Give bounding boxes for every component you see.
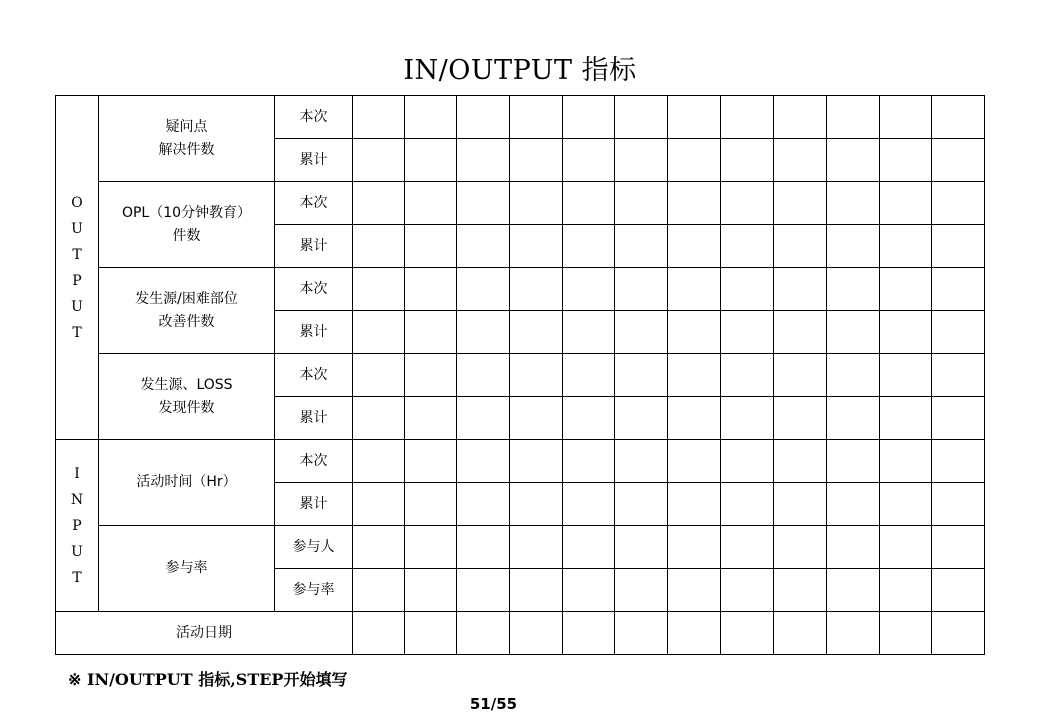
page-number: 51/55 xyxy=(469,695,518,713)
table-row xyxy=(56,440,985,483)
date-cell[interactable] xyxy=(457,612,510,655)
value-cell[interactable] xyxy=(563,440,615,483)
value-cell[interactable] xyxy=(932,311,985,354)
value-cell[interactable] xyxy=(721,139,774,182)
value-cell[interactable] xyxy=(827,526,880,569)
date-cell[interactable] xyxy=(774,612,827,655)
date-cell[interactable] xyxy=(405,612,457,655)
value-cell[interactable] xyxy=(510,526,563,569)
value-cell[interactable] xyxy=(405,526,457,569)
value-cell[interactable] xyxy=(827,354,880,397)
value-cell[interactable] xyxy=(563,569,615,612)
metric-name: 参与率 xyxy=(99,526,275,612)
value-cell[interactable] xyxy=(457,182,510,225)
value-cell[interactable] xyxy=(932,569,985,612)
value-cell[interactable] xyxy=(615,440,668,483)
value-cell[interactable] xyxy=(615,96,668,139)
value-cell[interactable] xyxy=(827,483,880,526)
value-cell[interactable] xyxy=(405,440,457,483)
value-cell[interactable] xyxy=(827,182,880,225)
value-cell[interactable] xyxy=(405,268,457,311)
value-cell[interactable] xyxy=(721,96,774,139)
value-cell[interactable] xyxy=(668,139,721,182)
value-cell[interactable] xyxy=(353,526,405,569)
value-cell[interactable] xyxy=(563,182,615,225)
metric-name: 发生源、LOSS 发现件数 xyxy=(99,354,275,440)
value-cell[interactable] xyxy=(932,526,985,569)
value-cell[interactable] xyxy=(932,225,985,268)
value-cell[interactable] xyxy=(774,96,827,139)
sub-label: 累计 xyxy=(275,397,353,440)
value-cell[interactable] xyxy=(510,569,563,612)
value-cell[interactable] xyxy=(615,225,668,268)
value-cell[interactable] xyxy=(457,225,510,268)
table-row xyxy=(56,182,985,225)
date-cell[interactable] xyxy=(721,612,774,655)
value-cell[interactable] xyxy=(353,225,405,268)
value-cell[interactable] xyxy=(721,569,774,612)
date-cell[interactable] xyxy=(563,612,615,655)
value-cell[interactable] xyxy=(405,569,457,612)
value-cell[interactable] xyxy=(668,354,721,397)
output-group-label xyxy=(56,96,99,440)
value-cell[interactable] xyxy=(563,483,615,526)
value-cell[interactable] xyxy=(880,569,932,612)
value-cell[interactable] xyxy=(405,483,457,526)
value-cell[interactable] xyxy=(510,354,563,397)
output-letter: T xyxy=(72,324,82,341)
value-cell[interactable] xyxy=(932,397,985,440)
value-cell[interactable] xyxy=(880,96,932,139)
value-cell[interactable] xyxy=(405,397,457,440)
sub-label: 累计 xyxy=(275,311,353,354)
value-cell[interactable] xyxy=(668,96,721,139)
value-cell[interactable] xyxy=(721,311,774,354)
date-cell[interactable] xyxy=(880,612,932,655)
input-letter: N xyxy=(70,491,84,508)
value-cell[interactable] xyxy=(668,311,721,354)
value-cell[interactable] xyxy=(563,311,615,354)
sub-label: 参与率 xyxy=(275,569,353,612)
value-cell[interactable] xyxy=(353,139,405,182)
value-cell[interactable] xyxy=(880,354,932,397)
value-cell[interactable] xyxy=(774,268,827,311)
value-cell[interactable] xyxy=(457,268,510,311)
output-letter: U xyxy=(71,298,83,315)
sub-label: 本次 xyxy=(275,440,353,483)
value-cell[interactable] xyxy=(827,139,880,182)
value-cell[interactable] xyxy=(880,440,932,483)
date-cell[interactable] xyxy=(932,612,985,655)
date-cell[interactable] xyxy=(615,612,668,655)
metric-name: OPL（10分钟教育） 件数 xyxy=(99,182,275,268)
value-cell[interactable] xyxy=(932,354,985,397)
value-cell[interactable] xyxy=(510,311,563,354)
value-cell[interactable] xyxy=(774,569,827,612)
value-cell[interactable] xyxy=(353,397,405,440)
value-cell[interactable] xyxy=(510,139,563,182)
value-cell[interactable] xyxy=(774,397,827,440)
sub-label: 累计 xyxy=(275,225,353,268)
input-group-label xyxy=(56,440,99,612)
value-cell[interactable] xyxy=(668,569,721,612)
value-cell[interactable] xyxy=(563,268,615,311)
indicator-table xyxy=(55,95,985,655)
activity-date-label: 活动日期 xyxy=(56,612,353,655)
value-cell[interactable] xyxy=(510,268,563,311)
table-row xyxy=(56,96,985,139)
input-letter: T xyxy=(72,569,82,586)
value-cell[interactable] xyxy=(668,526,721,569)
input-letter: I xyxy=(74,465,80,482)
value-cell[interactable] xyxy=(510,182,563,225)
value-cell[interactable] xyxy=(827,569,880,612)
value-cell[interactable] xyxy=(932,139,985,182)
value-cell[interactable] xyxy=(405,354,457,397)
value-cell[interactable] xyxy=(774,139,827,182)
value-cell[interactable] xyxy=(457,440,510,483)
metric-name: 发生源/困难部位 改善件数 xyxy=(99,268,275,354)
footnote: ※ IN/OUTPUT 指标,STEP开始填写 xyxy=(68,670,348,689)
value-cell[interactable] xyxy=(353,569,405,612)
value-cell[interactable] xyxy=(563,225,615,268)
value-cell[interactable] xyxy=(563,526,615,569)
value-cell[interactable] xyxy=(721,182,774,225)
value-cell[interactable] xyxy=(932,440,985,483)
value-cell[interactable] xyxy=(932,182,985,225)
value-cell[interactable] xyxy=(457,483,510,526)
value-cell[interactable] xyxy=(510,483,563,526)
value-cell[interactable] xyxy=(457,96,510,139)
value-cell[interactable] xyxy=(457,139,510,182)
value-cell[interactable] xyxy=(615,397,668,440)
value-cell[interactable] xyxy=(774,354,827,397)
value-cell[interactable] xyxy=(774,483,827,526)
sub-label: 本次 xyxy=(275,182,353,225)
table-row xyxy=(56,612,985,655)
value-cell[interactable] xyxy=(563,397,615,440)
value-cell[interactable] xyxy=(615,268,668,311)
table-row xyxy=(56,354,985,397)
value-cell[interactable] xyxy=(615,182,668,225)
page-title: IN/OUTPUT 指标 xyxy=(403,55,637,86)
sub-label: 本次 xyxy=(275,96,353,139)
value-cell[interactable] xyxy=(510,225,563,268)
sub-label: 本次 xyxy=(275,268,353,311)
table-row xyxy=(56,526,985,569)
date-cell[interactable] xyxy=(510,612,563,655)
value-cell[interactable] xyxy=(668,483,721,526)
metric-name: 疑问点 解决件数 xyxy=(99,96,275,182)
table-row xyxy=(56,268,985,311)
value-cell[interactable] xyxy=(510,440,563,483)
value-cell[interactable] xyxy=(353,268,405,311)
date-cell[interactable] xyxy=(827,612,880,655)
value-cell[interactable] xyxy=(880,225,932,268)
value-cell[interactable] xyxy=(827,96,880,139)
sub-label: 参与人 xyxy=(275,526,353,569)
value-cell[interactable] xyxy=(721,483,774,526)
value-cell[interactable] xyxy=(668,440,721,483)
value-cell[interactable] xyxy=(827,397,880,440)
value-cell[interactable] xyxy=(563,354,615,397)
sub-label: 本次 xyxy=(275,354,353,397)
value-cell[interactable] xyxy=(457,354,510,397)
value-cell[interactable] xyxy=(827,440,880,483)
output-letter: P xyxy=(72,272,82,289)
value-cell[interactable] xyxy=(932,483,985,526)
value-cell[interactable] xyxy=(668,397,721,440)
value-cell[interactable] xyxy=(457,311,510,354)
value-cell[interactable] xyxy=(457,397,510,440)
input-letter: U xyxy=(71,543,83,560)
value-cell[interactable] xyxy=(353,96,405,139)
value-cell[interactable] xyxy=(405,139,457,182)
value-cell[interactable] xyxy=(827,268,880,311)
value-cell[interactable] xyxy=(774,311,827,354)
date-cell[interactable] xyxy=(353,612,405,655)
value-cell[interactable] xyxy=(353,440,405,483)
value-cell[interactable] xyxy=(405,225,457,268)
sub-label: 累计 xyxy=(275,139,353,182)
value-cell[interactable] xyxy=(405,311,457,354)
value-cell[interactable] xyxy=(510,96,563,139)
value-cell[interactable] xyxy=(457,569,510,612)
value-cell[interactable] xyxy=(563,96,615,139)
value-cell[interactable] xyxy=(353,311,405,354)
output-letter: O xyxy=(71,194,83,211)
value-cell[interactable] xyxy=(932,96,985,139)
value-cell[interactable] xyxy=(405,96,457,139)
value-cell[interactable] xyxy=(721,225,774,268)
value-cell[interactable] xyxy=(827,225,880,268)
value-cell[interactable] xyxy=(721,526,774,569)
value-cell[interactable] xyxy=(880,397,932,440)
value-cell[interactable] xyxy=(615,569,668,612)
value-cell[interactable] xyxy=(405,182,457,225)
value-cell[interactable] xyxy=(932,268,985,311)
value-cell[interactable] xyxy=(774,225,827,268)
value-cell[interactable] xyxy=(721,354,774,397)
value-cell[interactable] xyxy=(774,182,827,225)
value-cell[interactable] xyxy=(880,526,932,569)
value-cell[interactable] xyxy=(880,139,932,182)
value-cell[interactable] xyxy=(668,182,721,225)
value-cell[interactable] xyxy=(615,139,668,182)
input-letter: P xyxy=(72,517,82,534)
value-cell[interactable] xyxy=(721,440,774,483)
value-cell[interactable] xyxy=(457,526,510,569)
value-cell[interactable] xyxy=(668,225,721,268)
value-cell[interactable] xyxy=(827,311,880,354)
value-cell[interactable] xyxy=(615,483,668,526)
value-cell[interactable] xyxy=(615,526,668,569)
value-cell[interactable] xyxy=(353,483,405,526)
value-cell[interactable] xyxy=(880,182,932,225)
value-cell[interactable] xyxy=(353,354,405,397)
value-cell[interactable] xyxy=(721,268,774,311)
value-cell[interactable] xyxy=(563,139,615,182)
output-letter: T xyxy=(72,246,82,263)
sub-label: 累计 xyxy=(275,483,353,526)
value-cell[interactable] xyxy=(774,440,827,483)
value-cell[interactable] xyxy=(510,397,563,440)
value-cell[interactable] xyxy=(880,311,932,354)
value-cell[interactable] xyxy=(615,311,668,354)
value-cell[interactable] xyxy=(880,268,932,311)
value-cell[interactable] xyxy=(880,483,932,526)
output-letter: U xyxy=(71,220,83,237)
value-cell[interactable] xyxy=(774,526,827,569)
value-cell[interactable] xyxy=(615,354,668,397)
value-cell[interactable] xyxy=(721,397,774,440)
value-cell[interactable] xyxy=(353,182,405,225)
date-cell[interactable] xyxy=(668,612,721,655)
metric-name: 活动时间（Hr） xyxy=(99,440,275,526)
value-cell[interactable] xyxy=(668,268,721,311)
